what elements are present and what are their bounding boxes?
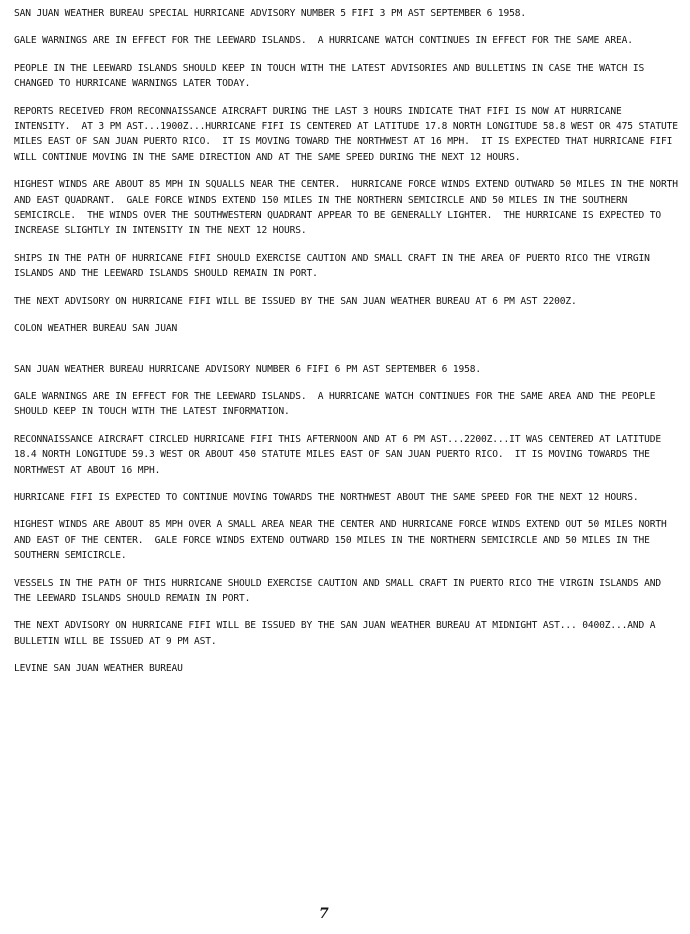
advisory-5-signature: COLON WEATHER BUREAU SAN JUAN (14, 323, 178, 335)
advisory-6-paragraph: VESSELS IN THE PATH OF THIS HURRICANE SHOULD EXERCISE CAUTION AND SMALL CRAFT IN PUERTO RICO THE VIRGIN ISLANDS AND THE LEEWARD ISLANDS SHOULD REMAIN IN PORT. (14, 577, 667, 604)
advisory-5-paragraph: PEOPLE IN THE LEEWARD ISLANDS SHOULD KEEP IN TOUCH WITH THE LATEST ADVISORIES AND BULLETINS IN CASE THE WATCH IS CHANGED TO HURRICANE WARNINGS LATER TODAY. (14, 62, 650, 90)
advisory-6-paragraph: THE NEXT ADVISORY ON HURRICANE FIFI WILL BE ISSUED BY THE SAN JUAN WEATHER BUREAU AT MIDNIGHT AST... 0400Z...AND A BULLETIN WILL BE ISSUED AT 9 PM AST. (14, 620, 661, 647)
advisory-6-paragraph: RECONNAISSANCE AIRCRAFT CIRCLED HURRICANE FIFI THIS AFTERNOON AND AT 6 PM AST...2200Z...IT WAS CENTERED AT LATITUDE 18.4 NORTH LONGITUDE 59.3 WEST OR ABOUT 450 STATUTE MILES EAST OF SAN JUAN PUERTO RICO. IT IS MOVING TOWARDS THE NORTHWEST AT ABOUT 16 MPH. (14, 433, 667, 476)
advisory-5-heading: SAN JUAN WEATHER BUREAU SPECIAL HURRICANE ADVISORY NUMBER 5 FIFI 3 PM AST SEPTEMBER 6 1958. (14, 8, 526, 19)
advisory-6-paragraph: GALE WARNINGS ARE IN EFFECT FOR THE LEEWARD ISLANDS. A HURRICANE WATCH CONTINUES FOR THE SAME AREA AND THE PEOPLE SHOULD KEEP IN TOUCH WITH THE LATEST INFORMATION. (14, 390, 661, 418)
advisory-5-paragraph: REPORTS RECEIVED FROM RECONNAISSANCE AIRCRAFT DURING THE LAST 3 HOURS INDICATE THAT FIFI IS NOW AT HURRICANE INTENSITY. AT 3 PM AST...1900Z...HURRICANE FIFI IS CENTERED AT LATITUDE 17.8 NORTH LONGITUDE 58.8 WEST OR 475 STATUTE MILES EAST OF SAN JUAN PUERTO RICO. IT IS MOVING TOWARD THE NORTHWEST AT 16 MPH. IT IS EXPECTED THAT HURRICANE FIFI WILL CONTINUE MOVING IN THE SAME DIRECTION AND AT THE SAME SPEED DURING THE NEXT 12 HOURS. (14, 105, 684, 163)
advisory-5-paragraph: HIGHEST WINDS ARE ABOUT 85 MPH IN SQUALLS NEAR THE CENTER. HURRICANE FORCE WINDS EXTEND OUTWARD 50 MILES IN THE NORTH AND EAST QUADRANT. GALE FORCE WINDS EXTEND 150 MILES IN THE NORTHERN SEMICIRCLE AND 50 MILES IN THE SOUTHERN SEMICIRCLE. THE WINDS OVER THE SOUTHWESTERN QUADRANT APPEAR TO BE GENERALLY LIGHTER. THE HURRICANE IS EXPECTED TO INCREASE SLIGHTLY IN INTENSITY IN THE NEXT 12 HOURS. (14, 179, 684, 237)
advisory-5-paragraph: SHIPS IN THE PATH OF HURRICANE FIFI SHOULD EXERCISE CAUTION AND SMALL CRAFT IN THE AREA OF PUERTO RICO THE VIRGIN ISLANDS AND THE LEEWARD ISLANDS SHOULD REMAIN IN PORT. (14, 252, 656, 280)
advisory-5-paragraph: GALE WARNINGS ARE IN EFFECT FOR THE LEEWARD ISLANDS. A HURRICANE WATCH CONTINUES IN EFFECT FOR THE SAME AREA. (14, 35, 633, 47)
advisory-5-paragraph: THE NEXT ADVISORY ON HURRICANE FIFI WILL BE ISSUED BY THE SAN JUAN WEATHER BUREAU AT 6 PM AST 2200Z. (14, 295, 577, 307)
page-number: 7 (319, 906, 329, 922)
advisory-6-heading: SAN JUAN WEATHER BUREAU HURRICANE ADVISORY NUMBER 6 FIFI 6 PM AST SEPTEMBER 6 1958. (14, 363, 481, 375)
advisory-5 (14, 6, 684, 337)
advisory-6-signature: LEVINE SAN JUAN WEATHER BUREAU (14, 663, 183, 675)
document-page (14, 6, 684, 689)
advisory-6-paragraph: HURRICANE FIFI IS EXPECTED TO CONTINUE MOVING TOWARDS THE NORTHWEST ABOUT THE SAME SPEED FOR THE NEXT 12 HOURS. (14, 491, 639, 503)
advisory-6 (14, 362, 680, 677)
advisory-6-paragraph: HIGHEST WINDS ARE ABOUT 85 MPH OVER A SMALL AREA NEAR THE CENTER AND HURRICANE FORCE WINDS EXTEND OUT 50 MILES NORTH AND EAST OF THE CENTER. GALE FORCE WINDS EXTEND OUTWARD 150 MILES IN THE NORTHERN SEMICIRCLE AND 50 MILES IN THE SOUTHERN SEMICIRCLE. (14, 519, 673, 562)
